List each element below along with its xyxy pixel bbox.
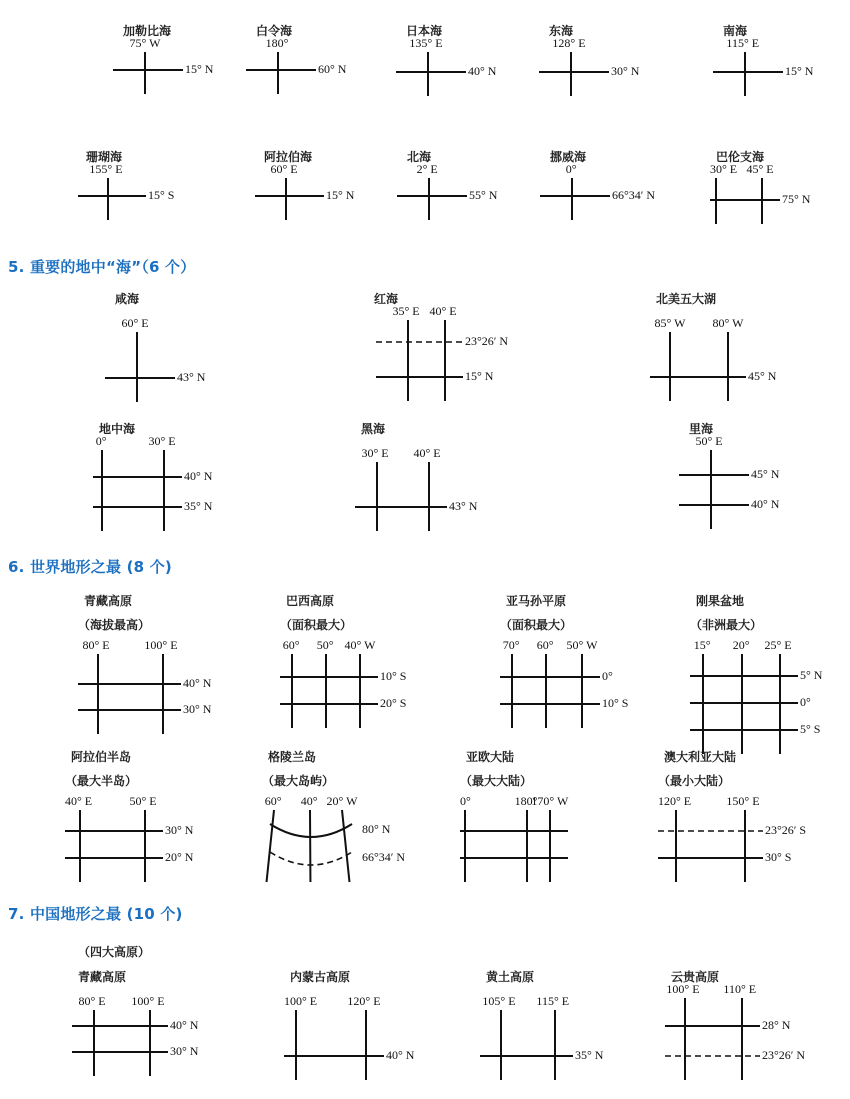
section-heading-7: 7. 中国地形之最 (10 个): [8, 905, 183, 923]
latitude-label: 23°26′ N: [762, 1048, 806, 1062]
latitude-label: 15° N: [185, 62, 214, 76]
longitude-label: 40°: [300, 794, 318, 808]
latitude-label: 30° N: [165, 823, 194, 837]
latitude-label: 40° N: [183, 676, 212, 690]
diagram-title: 南海: [723, 24, 748, 38]
longitude-label: 20° W: [326, 794, 358, 808]
diagram-title: 刚果盆地: [696, 594, 745, 608]
longitude-label: 80° E: [82, 638, 110, 652]
latitude-label: 66°34′ N: [612, 188, 656, 202]
graticule-grid: [650, 290, 836, 405]
diagram-title: 咸海: [115, 292, 140, 306]
graticule-grid: [355, 420, 537, 535]
diagram-brazil: [280, 592, 468, 732]
diagram-subtitle: （最大岛屿）: [262, 774, 335, 788]
latitude-label: 30° S: [765, 850, 792, 864]
longitude-label: 180°: [265, 36, 289, 50]
graticule-grid: [65, 748, 253, 886]
section-heading-5: 5. 重要的地中“海”（6 个）: [8, 258, 196, 276]
latitude-label: 40° N: [170, 1018, 199, 1032]
longitude-label: 0°: [565, 162, 577, 176]
diagram-subtitle: （海拔最高）: [78, 618, 151, 632]
longitude-label: 155° E: [89, 162, 123, 176]
graticule-grid: [460, 748, 658, 886]
longitude-label: 60°: [536, 638, 554, 652]
graticule-grid: [658, 748, 850, 886]
diagram-title: 北美五大湖: [656, 292, 717, 306]
diagram-title: 地中海: [99, 422, 136, 436]
graticule-grid: [480, 968, 663, 1084]
longitude-label: 50° W: [566, 638, 598, 652]
latitude-label: 23°26′ N: [465, 334, 509, 348]
latitude-label: 15° N: [465, 369, 494, 383]
diagram-subtitle: （面积最大）: [500, 618, 573, 632]
latitude-label: 5° S: [800, 722, 821, 736]
latitude-label: 20° N: [165, 850, 194, 864]
longitude-label: 80° E: [78, 994, 106, 1008]
longitude-label: 120° E: [658, 794, 692, 808]
longitude-label: 85° W: [654, 316, 686, 330]
longitude-label: 60° E: [270, 162, 298, 176]
diagram-japan: [390, 22, 556, 100]
longitude-label: 2° E: [416, 162, 438, 176]
latitude-label: 66°34′ N: [362, 850, 406, 864]
latitude-label: 30° N: [611, 64, 640, 78]
latitude-label: 40° N: [751, 497, 780, 511]
diagram-subtitle: （最小大陆）: [658, 774, 731, 788]
diagram-subtitle: （非洲最大）: [690, 618, 763, 632]
section-heading-6: 6. 世界地形之最 (8 个): [8, 558, 172, 576]
latitude-label: 10° S: [602, 696, 629, 710]
latitude-label: 15° N: [326, 188, 355, 202]
longitude-label: 50°: [316, 638, 334, 652]
diagram-black: [355, 420, 537, 535]
diagram-title: 云贵高原: [671, 970, 720, 984]
latitude-label: 15° N: [785, 64, 814, 78]
diagram-bering: [235, 22, 406, 98]
latitude-label: 5° N: [800, 668, 823, 682]
longitude-label: 115° E: [726, 36, 760, 50]
diagram-mediterranean: [93, 420, 272, 535]
latitude-label: 35° N: [575, 1048, 604, 1062]
latitude-label: 45° N: [751, 467, 780, 481]
graticule-grid: [78, 592, 271, 738]
diagram-aral: [98, 290, 265, 406]
graticule-grid: [284, 968, 474, 1084]
diagram-subtitle: （最大半岛）: [65, 774, 138, 788]
diagram-arabia: [65, 748, 253, 886]
longitude-label: 0°: [460, 794, 471, 808]
latitude-label: 75° N: [782, 192, 811, 206]
graticule-grid: [500, 592, 690, 732]
latitude-label: 40° N: [386, 1048, 415, 1062]
longitude-label: 110° E: [723, 982, 757, 996]
diagram-congo: [690, 592, 850, 758]
latitude-label: 43° N: [177, 370, 206, 384]
graticule-grid: [650, 420, 839, 533]
longitude-label: 15°: [693, 638, 711, 652]
diagram-caspian: [650, 420, 839, 533]
longitude-label: 40° E: [413, 446, 441, 460]
latitude-label: 30° N: [183, 702, 212, 716]
diagram-title: 红海: [374, 292, 399, 306]
diagram-red: [368, 290, 553, 405]
latitude-label: 43° N: [449, 499, 478, 513]
diagram-australia: [658, 748, 850, 886]
graticule-grid: [280, 592, 468, 732]
latitude-label: 10° S: [380, 669, 407, 683]
longitude-label: 70°: [502, 638, 520, 652]
diagram-great-lakes: [650, 290, 836, 405]
diagram-title: 格陵兰岛: [268, 750, 317, 764]
longitude-label: 30° E: [361, 446, 389, 460]
diagram-title: 日本海: [406, 24, 443, 38]
diagram-subtitle: （四大高原）: [78, 945, 151, 959]
diagram-title: 阿拉伯海: [264, 150, 313, 164]
longitude-label: 50° E: [129, 794, 157, 808]
diagram-tibet-world: [78, 592, 271, 738]
longitude-label: 115° E: [536, 994, 570, 1008]
diagram-tibet-china: [72, 945, 258, 1080]
longitude-label: 60°: [282, 638, 300, 652]
latitude-label: 80° N: [362, 822, 391, 836]
longitude-label: 0°: [95, 434, 107, 448]
graticule-grid: [262, 748, 450, 886]
longitude-label: 128° E: [552, 36, 586, 50]
graticule-grid: [98, 290, 265, 406]
diagram-title: 东海: [549, 24, 574, 38]
latitude-label: 20° S: [380, 696, 407, 710]
latitude-label: 45° N: [748, 369, 777, 383]
longitude-label: 180°: [514, 794, 538, 808]
longitude-label: 30° E: [148, 434, 176, 448]
latitude-label: 23°26′ S: [765, 823, 807, 837]
diagram-title: 黑海: [361, 422, 386, 436]
diagram-title: 内蒙古高原: [290, 970, 351, 984]
diagram-title: 青藏高原: [78, 970, 127, 984]
diagram-title: 青藏高原: [84, 594, 133, 608]
longitude-label: 120° E: [347, 994, 381, 1008]
longitude-label: 105° E: [482, 994, 516, 1008]
diagram-title: 里海: [689, 422, 714, 436]
longitude-label: 30° E: [710, 162, 738, 176]
longitude-label: 100° E: [131, 994, 165, 1008]
longitude-label: 150° E: [726, 794, 760, 808]
diagram-amazon: [500, 592, 690, 732]
diagram-south-china: [712, 22, 850, 100]
longitude-label: 40° E: [429, 304, 457, 318]
latitude-label: 0°: [602, 669, 613, 683]
diagram-title: 亚马孙平原: [506, 594, 567, 608]
diagram-subtitle: （最大大陆）: [460, 774, 533, 788]
diagram-yungui: [665, 968, 850, 1084]
longitude-label: 45° E: [746, 162, 774, 176]
meridian-line: [342, 810, 349, 882]
diagram-barents: [710, 148, 850, 228]
longitude-label: 100° E: [284, 994, 318, 1008]
diagram-title: 巴伦支海: [716, 150, 765, 164]
diagram-title: 澳大利亚大陆: [664, 750, 737, 764]
diagram-title: 珊瑚海: [86, 150, 123, 164]
latitude-label: 60° N: [318, 62, 347, 76]
longitude-label: 80° W: [712, 316, 744, 330]
graticule-grid: [93, 420, 272, 535]
latitude-label: 40° N: [184, 469, 213, 483]
longitude-label: 75° W: [129, 36, 161, 50]
diagram-title: 加勒比海: [123, 24, 172, 38]
diagram-inner-mongolia: [284, 968, 474, 1084]
diagram-eurasia: [460, 748, 658, 886]
longitude-label: 40° W: [344, 638, 376, 652]
longitude-label: 25° E: [764, 638, 792, 652]
latitude-label: 55° N: [469, 188, 498, 202]
longitude-label: 20°: [732, 638, 750, 652]
diagram-norwegian: [530, 148, 700, 224]
latitude-label: 0°: [800, 695, 811, 709]
longitude-label: 100° E: [666, 982, 700, 996]
diagram-coral: [78, 148, 236, 224]
latitude-label: 30° N: [170, 1044, 199, 1058]
longitude-label: 35° E: [392, 304, 420, 318]
diagram-title: 巴西高原: [286, 594, 335, 608]
diagram-title: 黄土高原: [486, 970, 535, 984]
diagram-title: 北海: [407, 150, 432, 164]
diagram-title: 白令海: [256, 24, 293, 38]
diagram-title: 挪威海: [550, 150, 587, 164]
longitude-label: 100° E: [144, 638, 178, 652]
diagram-subtitle: （面积最大）: [280, 618, 353, 632]
longitude-label: 50° E: [695, 434, 723, 448]
meridian-line: [267, 810, 274, 882]
longitude-label: 60°: [264, 794, 282, 808]
longitude-label: 40° E: [65, 794, 93, 808]
longitude-label: 60° E: [121, 316, 149, 330]
diagram-title: 阿拉伯半岛: [71, 750, 132, 764]
diagram-greenland: [262, 748, 450, 886]
latitude-label: 35° N: [184, 499, 213, 513]
longitude-label: 135° E: [409, 36, 443, 50]
diagram-loess: [480, 968, 663, 1084]
latitude-label: 28° N: [762, 1018, 791, 1032]
diagram-title: 亚欧大陆: [466, 750, 515, 764]
diagram-east-china: [535, 22, 699, 100]
longitude-label: 170° W: [531, 794, 569, 808]
latitude-label: 40° N: [468, 64, 497, 78]
latitude-label: 15° S: [148, 188, 175, 202]
